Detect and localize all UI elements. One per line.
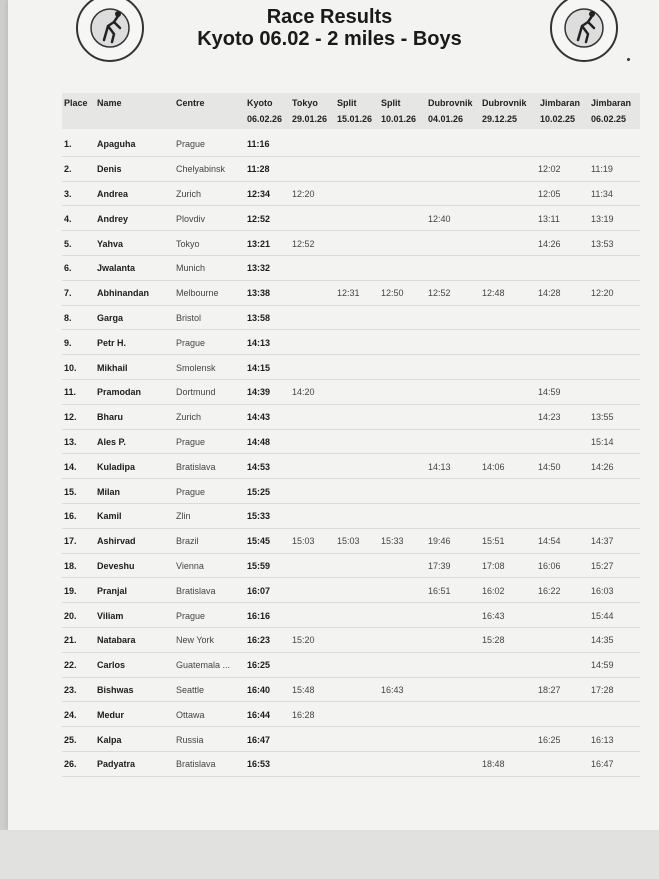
cell-split1: 12:31 (337, 288, 360, 299)
cell-dub1: 16:51 (428, 585, 451, 596)
cell-place: 18. (64, 560, 77, 571)
cell-place: 8. (64, 312, 72, 323)
cell-name: Andrey (97, 213, 129, 224)
column-date-kyoto: 06.02.26 (247, 114, 283, 124)
cell-jim1: 12:05 (538, 188, 561, 199)
table-row (62, 678, 640, 703)
cell-place: 22. (64, 660, 77, 671)
cell-jim2: 11:34 (591, 188, 613, 199)
cell-centre: Prague (176, 337, 206, 348)
cell-centre: Seattle (176, 684, 205, 695)
cell-name: Mikhail (97, 362, 128, 373)
cell-dub2: 18:48 (482, 759, 505, 770)
cell-dub1: 14:13 (428, 461, 451, 472)
cell-place: 6. (64, 263, 72, 274)
cell-name: Pranjal (97, 585, 128, 596)
cell-centre: Guatemala ... (176, 660, 231, 671)
cell-place: 7. (64, 288, 72, 299)
cell-name: Carlos (97, 660, 126, 671)
column-date-dub1: 04.01.26 (428, 114, 464, 124)
cell-place: 2. (64, 164, 72, 175)
cell-tokyo: 14:20 (292, 387, 315, 398)
cell-place: 16. (64, 511, 77, 522)
cell-dub1: 19:46 (428, 536, 451, 547)
cell-jim1: 16:25 (538, 734, 561, 745)
cell-name: Deveshu (97, 560, 135, 571)
page-title: Race Results (266, 6, 393, 28)
cell-jim1: 16:06 (538, 560, 561, 571)
cell-name: Kuladipa (97, 461, 136, 472)
column-date-tokyo: 29.01.26 (292, 114, 328, 124)
cell-kyoto: 14:39 (247, 387, 271, 398)
row-divider (62, 776, 640, 777)
table-row (62, 430, 640, 455)
cell-name: Andrea (97, 188, 129, 199)
cell-jim2: 15:27 (591, 560, 614, 571)
cell-jim2: 14:37 (591, 536, 614, 547)
cell-jim2: 14:26 (591, 461, 614, 472)
column-header-name: Name (97, 98, 122, 108)
cell-kyoto: 16:16 (247, 610, 271, 621)
cell-kyoto: 15:33 (247, 511, 271, 522)
cell-place: 13. (64, 436, 77, 447)
cell-kyoto: 14:53 (247, 461, 271, 472)
cell-place: 12. (64, 412, 77, 423)
cell-tokyo: 12:52 (292, 238, 315, 249)
cell-centre: Prague (176, 486, 206, 497)
cell-jim2: 16:03 (591, 585, 614, 596)
cell-dub2: 12:48 (482, 288, 505, 299)
cell-place: 24. (64, 709, 77, 720)
cell-place: 25. (64, 734, 77, 745)
cell-kyoto: 16:53 (247, 759, 271, 770)
table-row (62, 206, 640, 231)
cell-place: 3. (64, 188, 72, 199)
cell-name: Apaguha (97, 139, 136, 150)
cell-dub1: 17:39 (428, 560, 451, 571)
cell-jim1: 14:28 (538, 288, 561, 299)
table-row (62, 231, 640, 256)
cell-jim2: 14:35 (591, 635, 614, 646)
cell-jim2: 15:44 (591, 610, 614, 621)
column-header-centre: Centre (176, 98, 205, 108)
table-row (62, 702, 640, 727)
cell-name: Bharu (97, 412, 124, 423)
cell-centre: Tokyo (176, 238, 200, 249)
cell-dub2: 17:08 (482, 560, 505, 571)
cell-dub2: 16:02 (482, 585, 505, 596)
table-row (62, 306, 640, 331)
table-row (62, 529, 640, 554)
cell-name: Kalpa (97, 734, 122, 745)
cell-centre: Melbourne (176, 288, 219, 299)
column-header-place: Place (64, 98, 88, 108)
cell-place: 20. (64, 610, 77, 621)
table-row (62, 281, 640, 306)
tablecloth-background (0, 830, 659, 879)
column-header-tokyo: Tokyo (292, 98, 318, 108)
cell-centre: Bratislava (176, 461, 216, 472)
cell-jim1: 14:26 (538, 238, 561, 249)
cell-place: 14. (64, 461, 77, 472)
table-row (62, 256, 640, 281)
cell-name: Abhinandan (97, 288, 149, 299)
cell-jim2: 13:53 (591, 238, 614, 249)
cell-centre: Prague (176, 436, 206, 447)
cell-kyoto: 13:32 (247, 263, 271, 274)
cell-centre: Zurich (176, 412, 202, 423)
cell-kyoto: 13:21 (247, 238, 271, 249)
cell-place: 4. (64, 213, 72, 224)
cell-place: 17. (64, 536, 77, 547)
cell-name: Viliam (97, 610, 124, 621)
cell-split1: 15:03 (337, 536, 360, 547)
cell-kyoto: 12:52 (247, 213, 271, 224)
cell-centre: Dortmund (176, 387, 216, 398)
cell-split2: 16:43 (381, 684, 404, 695)
cell-tokyo: 12:20 (292, 188, 315, 199)
column-date-split2: 10.01.26 (381, 114, 417, 124)
cell-kyoto: 12:34 (247, 188, 271, 199)
cell-jim1: 16:22 (538, 585, 561, 596)
cell-dub2: 15:51 (482, 536, 505, 547)
cell-centre: Smolensk (176, 362, 216, 373)
cell-kyoto: 14:13 (247, 337, 271, 348)
cell-split2: 15:33 (381, 536, 404, 547)
column-header-dub1: Dubrovnik (428, 98, 473, 108)
cell-jim2: 17:28 (591, 684, 614, 695)
cell-name: Medur (97, 709, 124, 720)
cell-jim2: 16:47 (591, 759, 614, 770)
cell-name: Garga (97, 312, 124, 323)
column-date-split1: 15.01.26 (337, 114, 373, 124)
cell-place: 23. (64, 684, 77, 695)
cell-jim1: 14:23 (538, 412, 561, 423)
cell-place: 26. (64, 759, 77, 770)
column-date-jim2: 06.02.25 (591, 114, 627, 124)
cell-place: 9. (64, 337, 72, 348)
cell-centre: Bristol (176, 312, 202, 323)
column-date-jim1: 10.02.25 (540, 114, 576, 124)
cell-dub1: 12:52 (428, 288, 451, 299)
cell-centre: Ottawa (176, 709, 205, 720)
cell-jim1: 14:59 (538, 387, 561, 398)
cell-name: Pramodan (97, 387, 142, 398)
cell-name: Ales P. (97, 436, 126, 447)
cell-jim2: 14:59 (591, 660, 614, 671)
table-row (62, 653, 640, 678)
cell-name: Milan (97, 486, 121, 497)
cell-place: 1. (64, 139, 72, 150)
table-row (62, 454, 640, 479)
cell-name: Jwalanta (97, 263, 136, 274)
cell-centre: Zurich (176, 188, 202, 199)
cell-kyoto: 11:28 (247, 164, 270, 175)
table-row (62, 752, 640, 777)
cell-name: Ashirvad (97, 536, 136, 547)
cell-centre: New York (176, 635, 215, 646)
cell-jim2: 13:19 (591, 213, 614, 224)
cell-jim1: 18:27 (538, 684, 561, 695)
cell-jim1: 12:02 (538, 164, 561, 175)
table-row (62, 355, 640, 380)
table-row (62, 380, 640, 405)
table-row (62, 578, 640, 603)
cell-place: 10. (64, 362, 77, 373)
cell-jim2: 11:19 (591, 164, 613, 175)
cell-centre: Russia (176, 734, 204, 745)
cell-kyoto: 16:47 (247, 734, 271, 745)
cell-jim2: 13:55 (591, 412, 614, 423)
table-row (62, 504, 640, 529)
cell-dub1: 12:40 (428, 213, 451, 224)
cell-centre: Zlin (176, 511, 191, 522)
cell-jim2: 16:13 (591, 734, 614, 745)
cell-name: Natabara (97, 635, 136, 646)
cell-kyoto: 15:59 (247, 560, 271, 571)
table-row (62, 727, 640, 752)
cell-centre: Plovdiv (176, 213, 206, 224)
column-header-kyoto: Kyoto (247, 98, 273, 108)
table-row (62, 628, 640, 653)
cell-dub2: 14:06 (482, 461, 505, 472)
column-header-dub2: Dubrovnik (482, 98, 527, 108)
cell-name: Bishwas (97, 684, 134, 695)
cell-jim1: 14:50 (538, 461, 561, 472)
cell-jim1: 14:54 (538, 536, 561, 547)
cell-centre: Prague (176, 139, 206, 150)
cell-tokyo: 15:03 (292, 536, 315, 547)
cell-dub2: 16:43 (482, 610, 505, 621)
cell-kyoto: 16:23 (247, 635, 271, 646)
cell-place: 21. (64, 635, 77, 646)
cell-name: Yahva (97, 238, 124, 249)
cell-kyoto: 14:15 (247, 362, 271, 373)
column-header-jim2: Jimbaran (591, 98, 632, 108)
table-row (62, 157, 640, 182)
column-date-dub2: 29.12.25 (482, 114, 518, 124)
cell-kyoto: 15:25 (247, 486, 271, 497)
cell-kyoto: 15:45 (247, 536, 271, 547)
cell-jim1: 13:11 (538, 213, 560, 224)
cell-kyoto: 16:07 (247, 585, 271, 596)
cell-name: Petr H. (97, 337, 127, 348)
cell-dub2: 15:28 (482, 635, 505, 646)
table-row (62, 330, 640, 355)
page-subtitle: Kyoto 06.02 - 2 miles - Boys (197, 28, 462, 50)
cell-name: Padyatra (97, 759, 136, 770)
table-row (62, 603, 640, 628)
cell-kyoto: 16:44 (247, 709, 271, 720)
cell-place: 19. (64, 585, 77, 596)
cell-kyoto: 16:25 (247, 660, 271, 671)
cell-kyoto: 11:16 (247, 139, 270, 150)
cell-name: Denis (97, 164, 122, 175)
table-row (62, 132, 640, 157)
table-row (62, 554, 640, 579)
cell-centre: Prague (176, 610, 206, 621)
column-header-split2: Split (381, 98, 401, 108)
cell-centre: Munich (176, 263, 206, 274)
cell-place: 5. (64, 238, 72, 249)
column-header-jim1: Jimbaran (540, 98, 581, 108)
table-row (62, 479, 640, 504)
cell-kyoto: 14:43 (247, 412, 271, 423)
cell-centre: Brazil (176, 536, 199, 547)
cell-place: 11. (64, 387, 77, 398)
cell-centre: Chelyabinsk (176, 164, 226, 175)
cell-jim2: 15:14 (591, 436, 614, 447)
cell-tokyo: 16:28 (292, 709, 315, 720)
cell-centre: Bratislava (176, 759, 216, 770)
cell-place: 15. (64, 486, 77, 497)
cell-tokyo: 15:20 (292, 635, 315, 646)
cell-centre: Bratislava (176, 585, 216, 596)
cell-jim2: 12:20 (591, 288, 614, 299)
cell-kyoto: 13:58 (247, 312, 271, 323)
cell-kyoto: 14:48 (247, 436, 271, 447)
cell-centre: Vienna (176, 560, 204, 571)
cell-tokyo: 15:48 (292, 684, 315, 695)
cell-split2: 12:50 (381, 288, 404, 299)
cell-name: Kamil (97, 511, 122, 522)
cell-kyoto: 13:38 (247, 288, 271, 299)
decorative-dot (627, 58, 630, 61)
table-row (62, 405, 640, 430)
column-header-split1: Split (337, 98, 357, 108)
table-row (62, 182, 640, 207)
cell-kyoto: 16:40 (247, 684, 271, 695)
